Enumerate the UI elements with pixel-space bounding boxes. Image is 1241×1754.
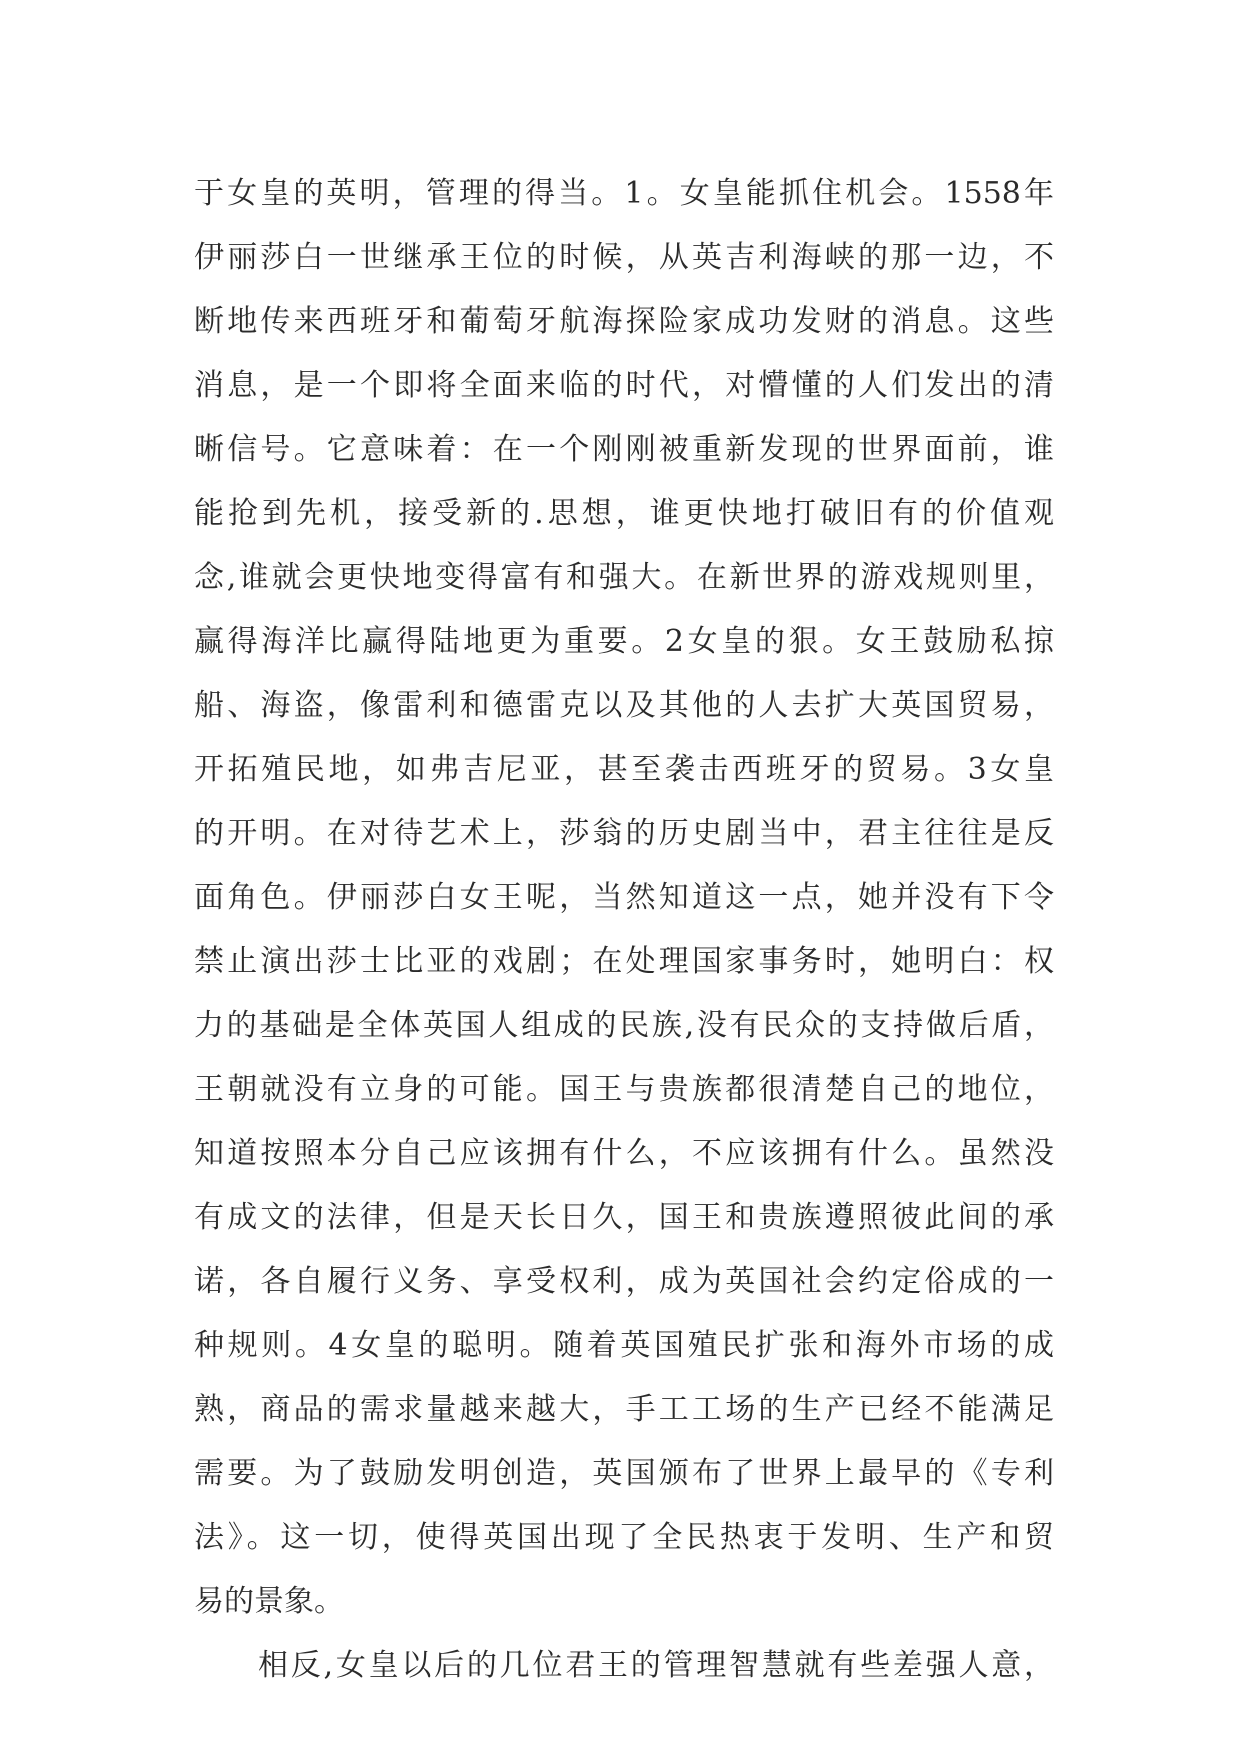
text-line: 消息，是一个即将全面来临的时代，对懵懂的人们发出的清 — [194, 368, 1054, 403]
text-line: 伊丽莎白一世继承王位的时候，从英吉利海峡的那一边，不 — [194, 240, 1054, 275]
text-line: 断地传来西班牙和葡萄牙航海探险家成功发财的消息。这些 — [194, 304, 1054, 339]
text-line: 诺，各自履行义务、享受权利，成为英国社会约定俗成的一 — [194, 1264, 1054, 1299]
text-line: 熟，商品的需求量越来越大，手工工场的生产已经不能满足 — [194, 1392, 1054, 1427]
paragraph-2 — [194, 1634, 1054, 1698]
text-line: 的开明。在对待艺术上，莎翁的历史剧当中，君主往往是反 — [194, 816, 1054, 851]
text-line: 禁止演出莎士比亚的戏剧；在处理国家事务时，她明白：权 — [194, 944, 1054, 979]
text-line: 开拓殖民地，如弗吉尼亚，甚至袭击西班牙的贸易。3女皇 — [194, 752, 1054, 787]
text-line: 易的景象。 — [194, 1584, 344, 1619]
text-line: 有成文的法律，但是天长日久，国王和贵族遵照彼此间的承 — [194, 1200, 1054, 1235]
text-line: 念,谁就会更快地变得富有和强大。在新世界的游戏规则里， — [194, 560, 1054, 595]
text-line: 王朝就没有立身的可能。国王与贵族都很清楚自己的地位， — [194, 1072, 1054, 1107]
text-line: 相反,女皇以后的几位君王的管理智慧就有些差强人意， — [258, 1648, 1054, 1683]
paragraph-1 — [194, 162, 1054, 1634]
text-line: 面角色。伊丽莎白女王呢，当然知道这一点，她并没有下令 — [194, 880, 1054, 915]
text-line: 法》。这一切，使得英国出现了全民热衷于发明、生产和贸 — [194, 1520, 1054, 1555]
body-text — [194, 162, 1054, 1698]
text-line: 力的基础是全体英国人组成的民族,没有民众的支持做后盾， — [194, 1008, 1054, 1043]
text-line: 船、海盗，像雷利和德雷克以及其他的人去扩大英国贸易， — [194, 688, 1054, 723]
text-line: 能抢到先机，接受新的.思想，谁更快地打破旧有的价值观 — [194, 496, 1054, 531]
text-line: 种规则。4女皇的聪明。随着英国殖民扩张和海外市场的成 — [194, 1328, 1054, 1363]
text-line: 于女皇的英明，管理的得当。1。女皇能抓住机会。1558年 — [194, 176, 1054, 211]
text-line: 需要。为了鼓励发明创造，英国颁布了世界上最早的《专利 — [194, 1456, 1054, 1491]
text-line: 知道按照本分自己应该拥有什么，不应该拥有什么。虽然没 — [194, 1136, 1054, 1171]
text-line: 晰信号。它意味着：在一个刚刚被重新发现的世界面前，谁 — [194, 432, 1054, 467]
text-line: 赢得海洋比赢得陆地更为重要。2女皇的狠。女王鼓励私掠 — [194, 624, 1054, 659]
